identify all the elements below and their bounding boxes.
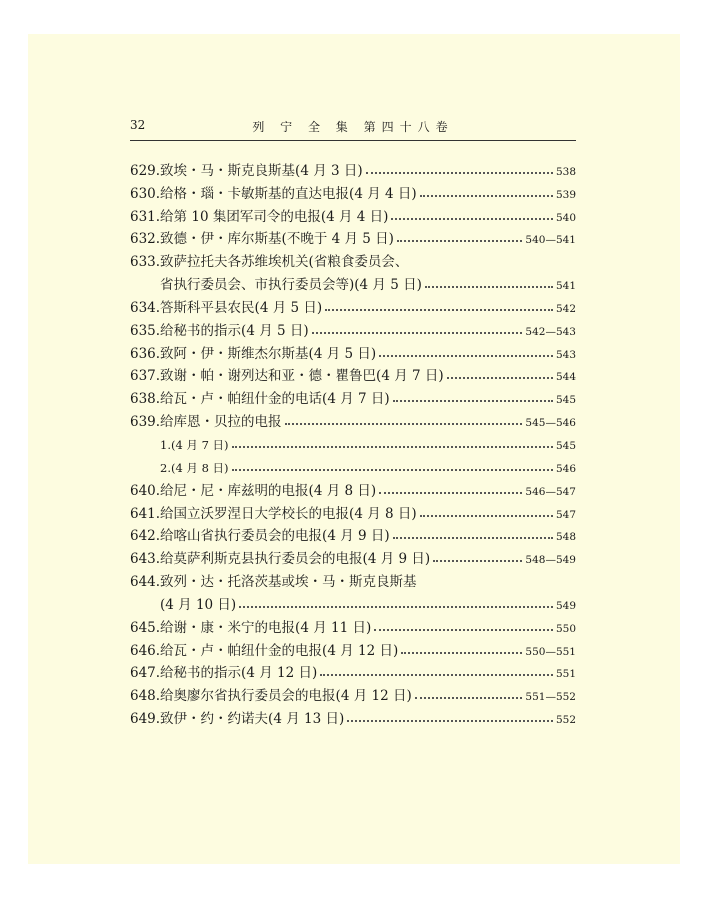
- toc-entry-title: 633.致萨拉托夫各苏维埃机关(省粮食委员会、: [130, 254, 409, 271]
- toc-entry-631: [130, 202, 576, 225]
- toc-entry-title: 632.致德・伊・库尔斯基(不晚于 4 月 5 日): [130, 231, 394, 248]
- table-of-contents: [130, 156, 576, 727]
- running-title: 列 宁 全 集 第四十八卷: [252, 120, 454, 134]
- dot-leader: [393, 537, 553, 539]
- toc-entry-page: 542—543: [525, 325, 576, 338]
- toc-entry-646: [130, 636, 576, 659]
- toc-entry-632: [130, 225, 576, 248]
- toc-entry-633: [130, 247, 576, 270]
- dot-leader: [232, 469, 553, 471]
- dot-leader: [393, 400, 553, 402]
- toc-entry-page: 548: [555, 531, 576, 544]
- toc-entry-title: 630.给格・瑙・卡敏斯基的直达电报(4 月 4 日): [130, 185, 417, 202]
- toc-entry-title: 642.给喀山省执行委员会的电报(4 月 9 日): [130, 528, 390, 545]
- dot-leader: [325, 309, 553, 311]
- dot-leader: [379, 492, 522, 494]
- toc-entry-636: [130, 339, 576, 362]
- toc-entry-page: 550: [555, 622, 576, 635]
- toc-entry-page: 543: [555, 348, 576, 361]
- toc-entry-title: 637.致谢・帕・谢列达和亚・德・瞿鲁巴(4 月 7 日): [130, 368, 444, 385]
- toc-entry-title: 647.给秘书的指示(4 月 12 日): [130, 665, 318, 682]
- toc-entry-page: 552: [555, 714, 576, 727]
- toc-entry-page: 550—551: [525, 645, 576, 658]
- toc-entry-644: [130, 567, 576, 590]
- toc-entry-639: [130, 407, 576, 430]
- dot-leader: [232, 446, 553, 448]
- toc-entry-title: 639.给库恩・贝拉的电报: [130, 414, 282, 431]
- dot-leader: [391, 218, 553, 220]
- dot-leader: [347, 720, 553, 722]
- toc-entry-title: 644.致列・达・托洛茨基或埃・马・斯克良斯基: [130, 574, 417, 591]
- toc-entry-643: [130, 544, 576, 567]
- toc-entry-title: 641.给国立沃罗涅日大学校长的电报(4 月 8 日): [130, 505, 417, 522]
- toc-entry-page: 540: [555, 211, 576, 224]
- toc-entry-645: [130, 613, 576, 636]
- toc-entry-title: 645.给谢・康・米宁的电报(4 月 11 日): [130, 619, 372, 636]
- toc-entry-title: 649.致伊・约・约诺夫(4 月 13 日): [130, 711, 345, 728]
- toc-entry-page: 545: [555, 394, 576, 407]
- toc-entry-page: 547: [555, 508, 576, 521]
- toc-entry-630: [130, 179, 576, 202]
- toc-entry-629: [130, 156, 576, 179]
- toc-entry-page: 551—552: [525, 691, 576, 704]
- toc-entry-633-continued: [130, 270, 576, 293]
- toc-entry-title: 631.给第 10 集团军司令的电报(4 月 4 日): [130, 208, 389, 225]
- toc-entry-title: 635.给秘书的指示(4 月 5 日): [130, 322, 309, 339]
- toc-entry-635: [130, 316, 576, 339]
- dot-leader: [397, 240, 522, 242]
- dot-leader: [447, 377, 553, 379]
- toc-entry-page: 548—549: [525, 554, 576, 567]
- toc-entry-640: [130, 476, 576, 499]
- toc-entry-649: [130, 704, 576, 727]
- dot-leader: [420, 195, 553, 197]
- toc-entry-638: [130, 384, 576, 407]
- toc-entry-642: [130, 522, 576, 545]
- toc-entry-page: 538: [555, 165, 576, 178]
- dot-leader: [415, 697, 523, 699]
- dot-leader: [239, 606, 553, 608]
- page-number: 32: [130, 118, 146, 132]
- dot-leader: [374, 629, 553, 631]
- toc-entry-page: 545: [555, 439, 576, 452]
- toc-entry-title: 646.给瓦・卢・帕纽什金的电报(4 月 12 日): [130, 642, 399, 659]
- toc-entry-title: 638.给瓦・卢・帕纽什金的电话(4 月 7 日): [130, 391, 390, 408]
- dot-leader: [379, 355, 553, 357]
- toc-entry-644-continued: [130, 590, 576, 613]
- toc-entry-page: 544: [555, 371, 576, 384]
- toc-entry-page: 541: [555, 280, 576, 293]
- dot-leader: [425, 286, 553, 288]
- toc-entry-title: (4 月 10 日): [160, 596, 237, 613]
- dot-leader: [420, 515, 553, 517]
- toc-entry-title: 629.致埃・马・斯克良斯基(4 月 3 日): [130, 162, 363, 179]
- toc-entry-page: 539: [555, 188, 576, 201]
- dot-leader: [366, 172, 553, 174]
- toc-subentry-639-1: [130, 430, 576, 453]
- toc-entry-page: 546: [555, 462, 576, 475]
- toc-entry-648: [130, 681, 576, 704]
- toc-entry-641: [130, 499, 576, 522]
- toc-entry-title: 640.给尼・尼・库兹明的电报(4 月 8 日): [130, 482, 377, 499]
- toc-entry-title: 634.答斯科平县农民(4 月 5 日): [130, 299, 323, 316]
- toc-entry-title: 省执行委员会、市执行委员会等)(4 月 5 日): [160, 277, 422, 294]
- toc-entry-637: [130, 362, 576, 385]
- dot-leader: [433, 560, 522, 562]
- toc-entry-647: [130, 659, 576, 682]
- toc-entry-title: 643.给莫萨利斯克县执行委员会的电报(4 月 9 日): [130, 551, 431, 568]
- toc-subentry-639-2: [130, 453, 576, 476]
- toc-entry-title: 1.(4 月 7 日): [160, 437, 229, 452]
- toc-entry-title: 636.致阿・伊・斯维杰尔斯基(4 月 5 日): [130, 345, 377, 362]
- dot-leader: [401, 652, 522, 654]
- toc-entry-page: 542: [555, 302, 576, 315]
- dot-leader: [285, 423, 523, 425]
- toc-entry-634: [130, 293, 576, 316]
- toc-entry-title: 648.给奥廖尔省执行委员会的电报(4 月 12 日): [130, 688, 412, 705]
- page-header: [130, 118, 576, 141]
- toc-entry-title: 2.(4 月 8 日): [160, 460, 229, 475]
- toc-entry-page: 545—546: [525, 417, 576, 430]
- dot-leader: [320, 674, 553, 676]
- toc-entry-page: 546—547: [525, 485, 576, 498]
- toc-entry-page: 540—541: [525, 234, 576, 247]
- dot-leader: [312, 332, 523, 334]
- toc-entry-page: 549: [555, 599, 576, 612]
- toc-entry-page: 551: [555, 668, 576, 681]
